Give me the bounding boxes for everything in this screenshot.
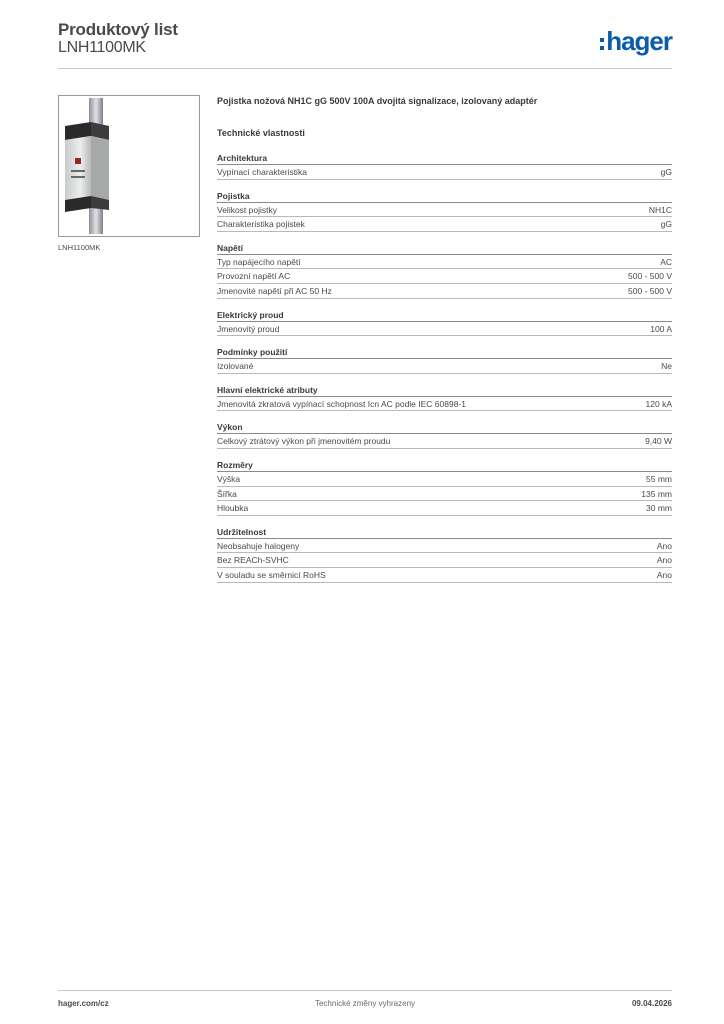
group-title: Napětí	[217, 242, 672, 255]
fuse-photo-icon	[59, 96, 199, 236]
property-value: Ano	[656, 555, 672, 566]
property-value: 55 mm	[646, 473, 672, 484]
logo-text: hager	[606, 26, 672, 56]
property-value: Ne	[661, 361, 672, 372]
property-value: 100 A	[650, 323, 672, 334]
property-row	[217, 553, 672, 568]
property-row	[217, 203, 672, 218]
page-header	[58, 20, 672, 69]
logo-dots-icon	[600, 38, 604, 50]
property-value: Ano	[656, 540, 672, 551]
property-row	[217, 472, 672, 487]
property-value: AC	[660, 256, 672, 267]
page-footer	[58, 990, 672, 1011]
property-group	[217, 190, 672, 232]
group-title: Architektura	[217, 152, 672, 165]
product-description: Pojistka nožová NH1C gG 500V 100A dvojitá signalizace, izolovaný adaptér	[217, 96, 538, 106]
property-label: Výška	[217, 473, 241, 484]
property-value: 135 mm	[641, 488, 672, 499]
property-value: NH1C	[648, 204, 672, 215]
property-group	[217, 384, 672, 412]
group-title: Rozměry	[217, 459, 672, 472]
property-row	[217, 568, 672, 583]
property-label: Provozní napětí AC	[217, 271, 291, 282]
property-row	[217, 269, 672, 284]
property-value: gG	[660, 167, 672, 177]
property-row	[217, 217, 672, 232]
product-image	[58, 95, 200, 237]
hager-logo	[600, 28, 672, 54]
property-value: 30 mm	[646, 503, 672, 514]
property-group	[217, 526, 672, 583]
footer-date: 09.04.2026	[631, 999, 672, 1008]
property-group	[217, 346, 672, 374]
property-value: 120 kA	[645, 398, 672, 409]
property-label: Celkový ztrátový výkon při jmenovitém proudu	[217, 436, 391, 447]
property-value: Ano	[656, 569, 672, 580]
property-label: V souladu se směrnicí RoHS	[217, 569, 326, 580]
technical-data	[217, 96, 672, 583]
product-code: LNH1100MK	[58, 39, 146, 56]
property-row	[217, 255, 672, 270]
property-label: Vypínací charakteristika	[217, 167, 307, 177]
property-value: 500 - 500 V	[628, 285, 672, 296]
property-value: 9,40 W	[645, 436, 672, 447]
property-label: Velikost pojistky	[217, 204, 277, 215]
group-title: Pojistka	[217, 190, 672, 203]
property-label: Neobsahuje halogeny	[217, 540, 300, 551]
footer-website: hager.com/cz	[58, 999, 109, 1008]
property-row	[217, 165, 672, 180]
group-title: Elektrický proud	[217, 309, 672, 322]
property-group	[217, 421, 672, 449]
group-title: Výkon	[217, 421, 672, 434]
property-row	[217, 539, 672, 554]
property-label: Jmenovitý proud	[217, 323, 280, 334]
section-title: Technické vlastnosti	[217, 128, 305, 138]
property-row	[217, 487, 672, 502]
property-value: gG	[660, 219, 672, 230]
property-groups	[217, 152, 672, 583]
property-label: Jmenovité napětí při AC 50 Hz	[217, 285, 332, 296]
property-group	[217, 152, 672, 180]
property-label: Izolované	[217, 361, 254, 372]
property-row	[217, 322, 672, 337]
property-row	[217, 359, 672, 374]
footer-notice: Technické změny vyhrazeny	[314, 999, 416, 1008]
group-title: Podmínky použití	[217, 346, 672, 359]
property-label: Bez REACh-SVHC	[217, 555, 289, 566]
property-group	[217, 459, 672, 516]
property-label: Charakteristika pojistek	[217, 219, 305, 230]
property-row	[217, 434, 672, 449]
property-label: Jmenovitá zkratová vypínací schopnost Icn AC podle IEC 60898-1	[217, 398, 466, 409]
property-label: Typ napájecího napětí	[217, 256, 301, 267]
group-title: Udržitelnost	[217, 526, 672, 539]
property-group	[217, 309, 672, 337]
property-label: Šířka	[217, 488, 237, 499]
property-row	[217, 501, 672, 516]
product-image-caption: LNH1100MK	[58, 243, 101, 252]
property-row	[217, 397, 672, 412]
group-title: Hlavní elektrické atributy	[217, 384, 672, 397]
document-title: Produktový list	[58, 20, 178, 39]
property-group	[217, 242, 672, 299]
property-value: 500 - 500 V	[628, 271, 672, 282]
property-label: Hloubka	[217, 503, 249, 514]
property-row	[217, 284, 672, 299]
